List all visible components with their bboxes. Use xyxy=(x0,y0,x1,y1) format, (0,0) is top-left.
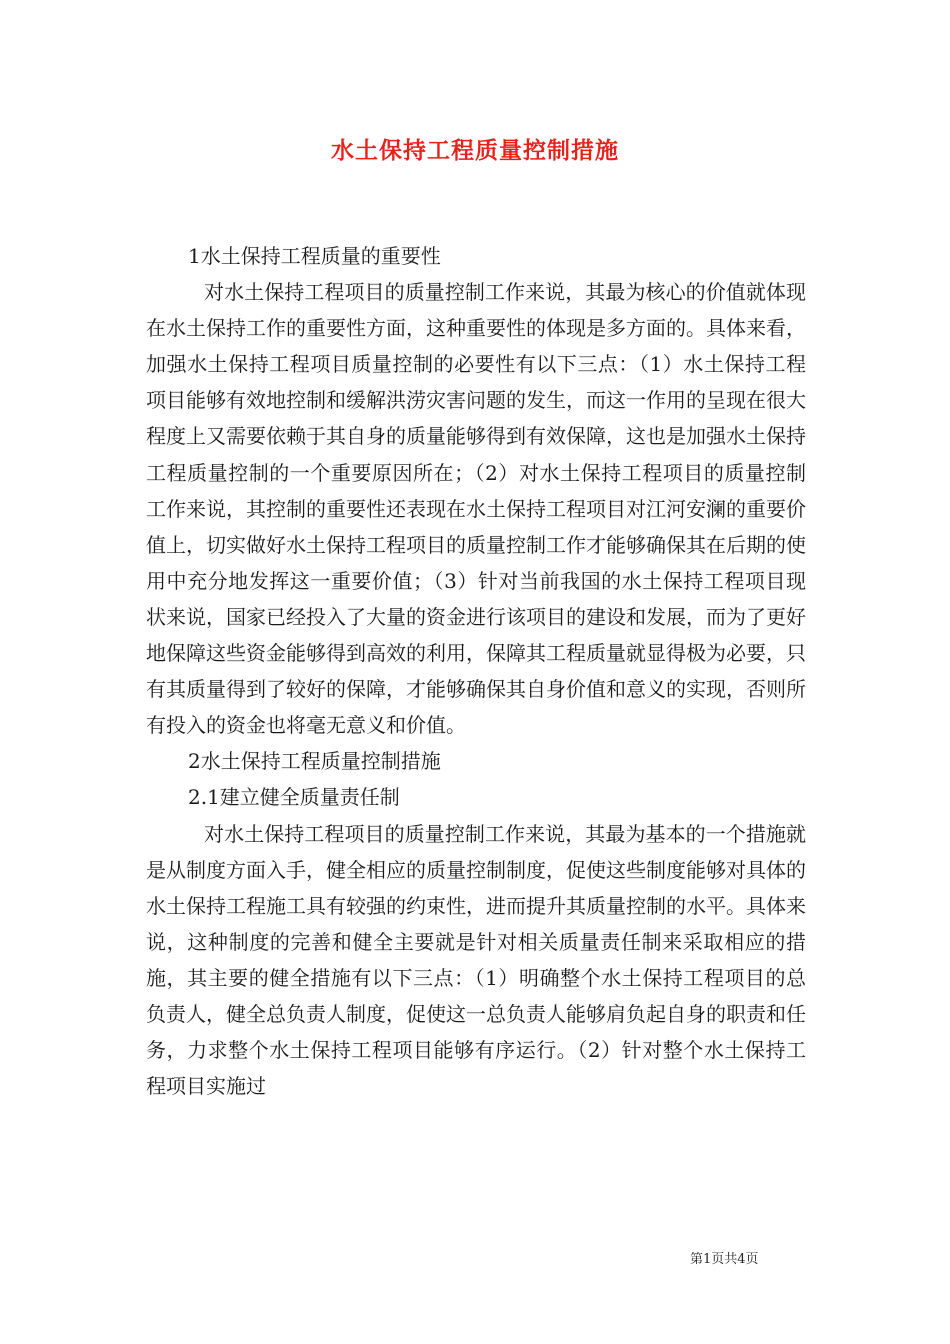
section-1-paragraph: 对水土保持工程项目的质量控制工作来说，其最为核心的价值就体现在水土保持工作的重要性方面，这种重要性的体现是多方面的。具体来看，加强水土保持工程项目质量控制的必要性有以下三点：（1）水土保持工程项目能够有效地控制和缓解洪涝灾害问题的发生，而这一作用的呈现在很大程度上又需要依赖于其自身的质量能够得到有效保障，这也是加强水土保持工程质量控制的一个重要原因所在；（2）对水土保持工程项目的质量控制工作来说，其控制的重要性还表现在水土保持工程项目对江河安澜的重要价值上，切实做好水土保持工程项目的质量控制工作才能够确保其在后期的使用中充分地发挥这一重要价值；（3）针对当前我国的水土保持工程项目现状来说，国家已经投入了大量的资金进行该项目的建设和发展，而为了更好地保障这些资金能够得到高效的利用，保障其工程质量就显得极为必要，只有其质量得到了较好的保障，才能够确保其自身价值和意义的实现，否则所有投入的资金也将毫无意义和价值。 xyxy=(146,280,806,738)
section-2-heading: 2水土保持工程质量控制措施 xyxy=(188,749,441,774)
page-number-footer: 第1页共4页 xyxy=(690,1252,759,1267)
section-1-heading: 1水土保持工程质量的重要性 xyxy=(188,244,441,268)
document-title: 水土保持工程质量控制措施 xyxy=(331,137,619,164)
document-body xyxy=(146,238,806,1104)
section-2-1-heading: 2.1建立健全质量责任制 xyxy=(188,785,400,810)
section-2-1-paragraph: 对水土保持工程项目的质量控制工作来说，其最为基本的一个措施就是从制度方面入手，健全相应的质量控制制度，促使这些制度能够对具体的水土保持工程施工具有较强的约束性，进而提升其质量控制的水平。具体来说，这种制度的完善和健全主要就是针对相关质量责任制来采取相应的措施，其主要的健全措施有以下三点：（1）明确整个水土保持工程项目的总负责人，健全总负责人制度，促使这一总负责人能够肩负起自身的职责和任务，力求整个水土保持工程项目能够有序运行。（2）针对整个水土保持工程项目实施过 xyxy=(146,821,806,1099)
